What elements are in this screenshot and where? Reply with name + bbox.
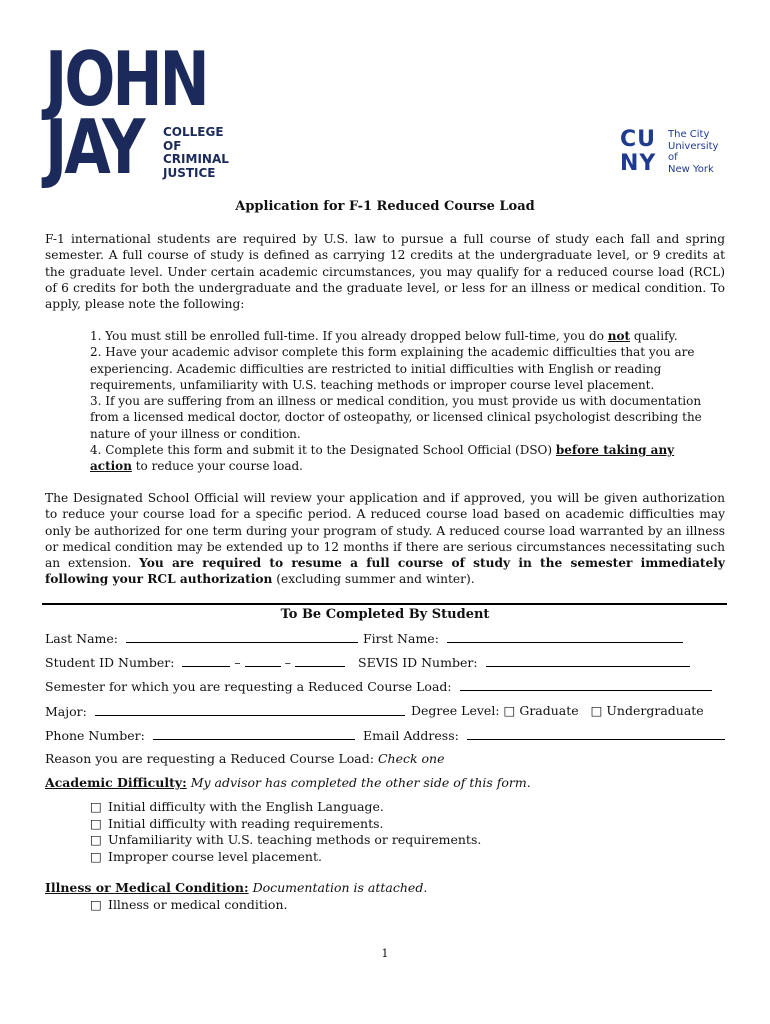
academic-difficulty-label: Academic Difficulty: xyxy=(45,775,187,790)
first-name-field[interactable] xyxy=(447,630,683,643)
academic-difficulty-header xyxy=(45,775,531,790)
student-id-part2[interactable] xyxy=(245,654,281,667)
academic-option: □ Initial difficulty with reading requirements. xyxy=(90,815,384,831)
logo-college-line: CRIMINAL xyxy=(163,152,229,166)
cuny-line: The City xyxy=(668,129,710,140)
logo-college-line: OF xyxy=(163,138,182,153)
first-name-label: First Name: xyxy=(363,631,439,646)
option-checkbox[interactable]: □ xyxy=(90,815,102,831)
medical-option: □ Illness or medical condition. xyxy=(90,897,288,912)
email-label: Email Address: xyxy=(363,728,459,743)
graduate-checkbox[interactable]: □ xyxy=(503,703,516,718)
emphasis-not: not xyxy=(607,329,631,343)
student-id-part1[interactable] xyxy=(182,654,230,667)
academic-option: □ Improper course level placement. xyxy=(90,848,322,864)
cuny-line: New York xyxy=(668,163,714,175)
cuny-line: of xyxy=(668,152,678,163)
cuny-mark-top: CU xyxy=(620,127,657,152)
student-id-label: Student ID Number: xyxy=(45,655,175,670)
intro-paragraph: F-1 international students are required by U.S. law to pursue a full course of study each fall and spring semester. A full course of study is defined as carrying 12 credits at the undergraduate level, or 9 credits at the graduate level. Under certain academic circumstances, you may qualify for a reduced course load (RCL) of 6 credits for both the undergraduate and the graduate level, or less for an illness or medical condition. To apply, please note the following: xyxy=(45,232,725,312)
undergraduate-checkbox[interactable]: □ xyxy=(590,703,603,718)
graduate-label: Graduate xyxy=(519,703,579,718)
student-id-part3[interactable] xyxy=(295,654,345,667)
requirement-item-4: 4. Complete this form and submit it to the Designated School Official (DSO) before taking any action to reduce your course load. xyxy=(90,443,675,474)
last-name-field[interactable] xyxy=(126,630,358,643)
sevis-id-field[interactable] xyxy=(486,654,690,667)
id-row xyxy=(45,654,735,670)
email-field[interactable] xyxy=(467,727,725,740)
john-jay-logo xyxy=(45,36,235,192)
logo-john-text: JOHN xyxy=(45,36,207,124)
contact-row xyxy=(45,727,735,743)
cuny-wordmark xyxy=(668,129,718,175)
logo-college-text xyxy=(163,126,229,180)
cuny-logo xyxy=(620,128,730,182)
section-title: To Be Completed By Student xyxy=(280,607,490,622)
semester-row xyxy=(45,678,735,694)
sevis-label: SEVIS ID Number: xyxy=(358,655,478,670)
id-dash: – xyxy=(284,655,291,670)
academic-option: □ Unfamiliarity with U.S. teaching methods or requirements. xyxy=(90,832,482,847)
reason-label: Reason you are requesting a Reduced Course Load: xyxy=(45,751,378,766)
requirement-item-1: 1. You must still be enrolled full-time. If you already dropped below full-time, you do not qualify. xyxy=(90,329,678,343)
reason-row xyxy=(45,751,735,766)
academic-difficulty-note: My advisor has completed the other side of this form. xyxy=(186,775,531,790)
medical-condition-note: Documentation is attached. xyxy=(248,880,428,895)
option-checkbox[interactable]: □ xyxy=(90,897,102,912)
cuny-mark xyxy=(620,128,656,176)
last-name-label: Last Name: xyxy=(45,631,119,646)
requirement-item-2: 2. Have your academic advisor complete this form explaining the academic difficulties that you are experiencing. Academic difficulties are restricted to initial difficulties with English or reading requirements, unfamiliarity with U.S. teaching methods or improper course level placement. xyxy=(90,345,695,392)
requirements-list xyxy=(90,328,715,475)
semester-label: Semester for which you are requesting a Reduced Course Load: xyxy=(45,679,452,694)
logo-college-line: COLLEGE xyxy=(163,125,224,139)
semester-field[interactable] xyxy=(460,678,712,691)
medical-condition-label: Illness or Medical Condition: xyxy=(45,880,249,895)
logo-college-line: JUSTICE xyxy=(163,165,216,180)
requirement-item-3: 3. If you are suffering from an illness or medical condition, you must provide us with documentation from a licensed medical doctor, doctor of osteopathy, or licensed clinical psychologist describing the nature of your illness or condition. xyxy=(90,394,702,441)
academic-options xyxy=(90,799,481,865)
option-checkbox[interactable]: □ xyxy=(90,848,102,864)
id-dash: – xyxy=(234,655,241,670)
page-number: 1 xyxy=(381,947,389,960)
option-checkbox[interactable]: □ xyxy=(90,799,102,814)
undergraduate-label: Undergraduate xyxy=(606,703,704,718)
medical-condition-header xyxy=(45,880,427,895)
document-title: Application for F-1 Reduced Course Load xyxy=(235,199,535,214)
academic-option: □ Initial difficulty with the English Language. xyxy=(90,799,384,814)
cuny-mark-bottom: NY xyxy=(620,151,657,176)
degree-level-label: Degree Level: xyxy=(411,703,500,718)
phone-label: Phone Number: xyxy=(45,728,145,743)
major-label: Major: xyxy=(45,704,87,719)
emphasis-before-action: before taking any action xyxy=(90,443,675,474)
dso-emphasis: You are required to resume a full course of study in the semester immediately following your RCL authorization xyxy=(45,556,726,587)
reason-instruction: Check one xyxy=(377,751,445,766)
logo-jay-text: JAY xyxy=(45,104,143,192)
dso-paragraph: The Designated School Official will review your application and if approved, you will be given authorization to reduce your course load for a specific period. A reduced course load based on academic difficulties may only be authorized for one term during your program of study. A reduced course load warranted by an illness or medical condition may be extended up to 12 months if there are serious circumstances necessitating such an extension. You are required to resume a full course of study in the semester immediately following your RCL authorization (excluding summer and winter). xyxy=(45,491,726,587)
section-divider xyxy=(42,603,727,605)
cuny-line: University xyxy=(668,140,719,152)
name-row xyxy=(45,630,735,646)
medical-options xyxy=(90,897,287,914)
major-row xyxy=(45,703,735,719)
major-field[interactable] xyxy=(95,703,405,716)
option-checkbox[interactable]: □ xyxy=(90,832,102,847)
phone-field[interactable] xyxy=(153,727,355,740)
